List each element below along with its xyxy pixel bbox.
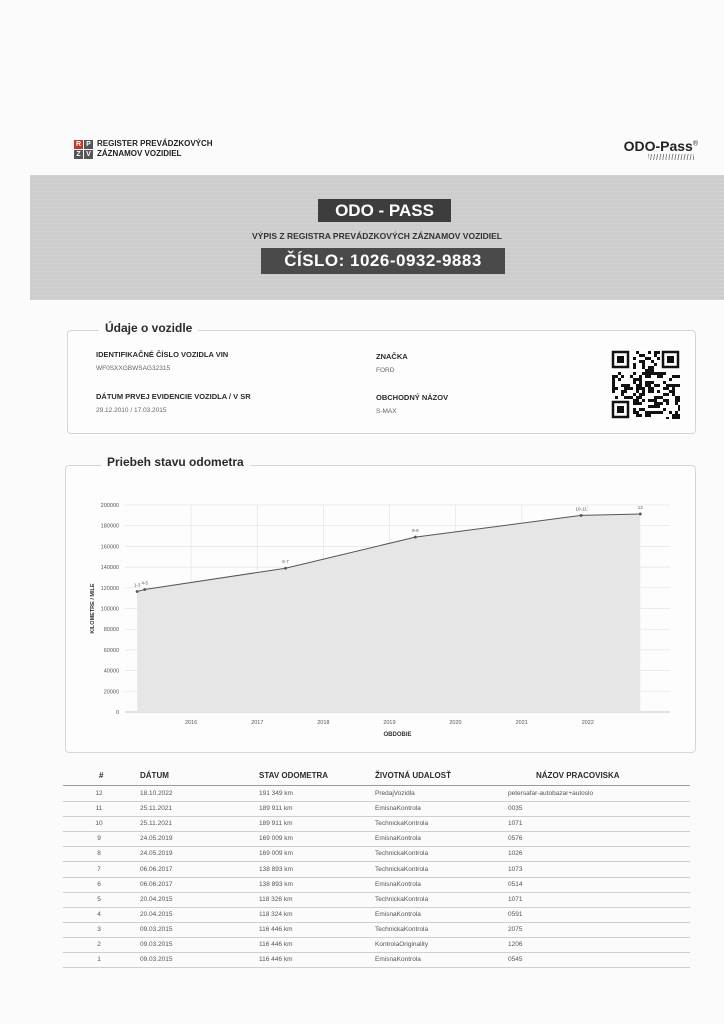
row-date: 06.06.2017	[140, 880, 173, 888]
col-header-event: ŽIVOTNÁ UDALOSŤ	[375, 771, 451, 780]
row-workshop: 0514	[508, 880, 523, 888]
table-row	[63, 952, 690, 968]
row-odometer: 118 324 km	[259, 910, 293, 918]
data-label: 12	[637, 504, 643, 510]
x-tick-label: 2016	[184, 720, 198, 726]
y-tick-label: 80000	[103, 627, 119, 634]
row-workshop: 1073	[508, 865, 523, 873]
org-name-line1: REGISTER PREVÁDZKOVÝCH	[97, 139, 213, 148]
col-header-date: DÁTUM	[140, 771, 169, 780]
table-row	[63, 801, 690, 817]
row-workshop: 1206	[508, 941, 523, 948]
banner-subtitle: VÝPIS Z REGISTRA PREVÁDZKOVÝCH ZÁZNAMOV VOZIDIEL	[252, 231, 502, 241]
row-odometer: 138 893 km	[259, 865, 293, 873]
x-tick-label: 2022	[581, 720, 594, 726]
row-index: 4	[97, 910, 101, 918]
rpzv-mark	[74, 140, 93, 159]
brand-swoosh-icon	[648, 154, 694, 160]
row-index: 6	[97, 880, 101, 888]
row-date: 25.11.2021	[140, 805, 173, 813]
row-workshop: 1026	[508, 850, 523, 858]
row-date: 20.04.2015	[140, 895, 173, 903]
x-axis-label: OBDOBIE	[383, 732, 412, 738]
banner	[30, 175, 724, 300]
row-date: 18.10.2022	[140, 790, 173, 797]
table-row	[63, 786, 690, 802]
rpzv-letter: R	[75, 140, 82, 148]
data-point	[580, 514, 583, 517]
row-event: EmisnaKontrola	[375, 956, 421, 964]
row-index: 11	[95, 805, 103, 813]
banner-title: ODO - PASS	[318, 199, 451, 222]
data-point	[284, 567, 287, 570]
model-value: S-MAX	[376, 408, 397, 415]
first-registration-value: 29.12.2010 / 17.03.2015	[96, 407, 167, 414]
row-workshop: petersafar-autobazar+autoslo	[508, 790, 594, 797]
row-event: TechnickaKontrola	[375, 895, 429, 903]
y-tick-label: 40000	[103, 668, 119, 675]
row-workshop: 0545	[508, 956, 523, 964]
x-tick-label: 2017	[251, 720, 264, 726]
registered-mark: ®	[692, 140, 698, 148]
org-name-line2: ZÁZNAMOV VOZIDIEL	[97, 149, 182, 158]
row-event: TechnickaKontrola	[375, 925, 429, 933]
rpzv-letter: P	[84, 140, 93, 149]
row-date: 20.04.2015	[140, 910, 173, 918]
brand-name: ODO-Pass	[623, 138, 693, 154]
row-event: EmisnaKontrola	[375, 910, 421, 918]
x-tick-label: 2020	[449, 720, 462, 726]
data-label: 1-3	[133, 582, 141, 588]
row-workshop: 0035	[508, 805, 523, 813]
row-index: 5	[97, 895, 101, 903]
row-event: EmisnaKontrola	[375, 835, 421, 843]
vehicle-section-title: Údaje o vozidle	[99, 321, 198, 335]
vin-label: IDENTIFIKAČNÉ ČÍSLO VOZIDLA VIN	[96, 350, 229, 359]
x-tick-label: 2018	[317, 720, 330, 726]
table-row	[63, 892, 690, 908]
row-event: KontrolaOriginality	[375, 941, 429, 948]
y-tick-label: 160000	[100, 544, 119, 551]
row-index: 1	[97, 956, 101, 964]
chart-section-title: Priebeh stavu odometra	[101, 455, 250, 469]
row-date: 06.06.2017	[140, 865, 173, 873]
row-odometer: 191 349 km	[259, 790, 293, 797]
data-point	[136, 590, 139, 593]
y-tick-label: 20000	[103, 689, 119, 696]
row-workshop: 0591	[508, 910, 523, 918]
row-workshop: 0576	[508, 835, 523, 843]
row-workshop: 1071	[508, 820, 523, 828]
table-row	[63, 816, 690, 832]
data-label: 6-7	[282, 559, 289, 565]
qr-code-icon	[611, 350, 680, 419]
row-odometer: 169 009 km	[259, 850, 293, 858]
data-label: 10-11	[575, 506, 587, 512]
row-event: PredajVozidla	[375, 790, 415, 797]
table-row	[63, 907, 690, 923]
col-header-workshop: NÁZOV PRACOVISKA	[536, 771, 620, 780]
table-row	[63, 922, 690, 938]
rpzv-letter: Z	[74, 150, 83, 159]
data-point	[639, 513, 642, 516]
y-tick-label: 140000	[100, 565, 119, 572]
row-index: 7	[97, 865, 101, 873]
x-tick-label: 2019	[383, 720, 396, 726]
y-tick-label: 100000	[100, 606, 119, 613]
row-index: 12	[95, 790, 103, 797]
data-label: 4-5	[141, 580, 148, 586]
data-label: 8-9	[412, 528, 419, 534]
certificate-number: ČÍSLO: 1026-0932-9883	[261, 248, 505, 274]
table-row	[63, 862, 690, 878]
y-tick-label: 60000	[103, 647, 119, 654]
row-index: 9	[97, 835, 101, 843]
row-odometer: 116 446 km	[259, 925, 293, 933]
row-odometer: 189 911 km	[259, 820, 293, 828]
first-registration-label: DÁTUM PRVEJ EVIDENCIE VOZIDLA / V SR	[96, 392, 251, 401]
table-header	[63, 771, 690, 785]
data-point	[414, 536, 417, 539]
row-date: 09.03.2015	[140, 956, 173, 964]
row-event: EmisnaKontrola	[375, 805, 421, 813]
row-event: TechnickaKontrola	[375, 865, 429, 873]
row-odometer: 189 911 km	[259, 805, 293, 813]
row-date: 09.03.2015	[140, 941, 173, 948]
x-tick-label: 2021	[515, 720, 528, 726]
row-odometer: 116 446 km	[259, 956, 293, 964]
col-header-index: #	[99, 771, 104, 780]
row-odometer: 138 893 km	[259, 880, 293, 888]
table-row	[63, 877, 690, 893]
row-date: 24.05.2019	[140, 835, 173, 843]
row-odometer: 116 446 km	[259, 941, 293, 948]
row-date: 09.03.2015	[140, 925, 173, 933]
row-index: 8	[97, 850, 101, 858]
y-tick-label: 200000	[100, 503, 119, 509]
make-label: ZNAČKA	[376, 352, 408, 361]
row-date: 25.11.2021	[140, 820, 173, 828]
table-row	[63, 831, 690, 847]
row-workshop: 1071	[508, 895, 523, 903]
vin-value: WF0SXXGBWSAG32315	[96, 365, 171, 372]
table-row	[63, 846, 690, 862]
rpzv-logo	[74, 139, 213, 159]
make-value: FORD	[376, 367, 395, 374]
row-event: TechnickaKontrola	[375, 850, 429, 858]
y-tick-label: 120000	[100, 585, 119, 592]
rpzv-letter: V	[84, 150, 93, 159]
odometer-chart	[80, 495, 680, 745]
row-index: 10	[95, 820, 103, 828]
vehicle-panel	[67, 330, 696, 434]
row-odometer: 118 326 km	[259, 895, 293, 903]
odo-pass-logo	[624, 138, 698, 160]
row-event: TechnickaKontrola	[375, 820, 429, 828]
row-odometer: 169 009 km	[259, 835, 293, 843]
row-date: 24.05.2019	[140, 850, 173, 858]
row-index: 3	[97, 925, 101, 933]
table-row	[63, 937, 690, 953]
row-index: 2	[97, 941, 101, 948]
model-label: OBCHODNÝ NÁZOV	[376, 393, 449, 402]
row-event: EmisnaKontrola	[375, 880, 421, 888]
data-point	[143, 588, 146, 591]
col-header-odometer: STAV ODOMETRA	[259, 771, 329, 780]
y-tick-label: 0	[115, 710, 119, 716]
y-axis-label: KILOMETRE / MILE	[90, 583, 96, 634]
row-workshop: 2075	[508, 925, 523, 933]
y-tick-label: 180000	[100, 523, 119, 530]
